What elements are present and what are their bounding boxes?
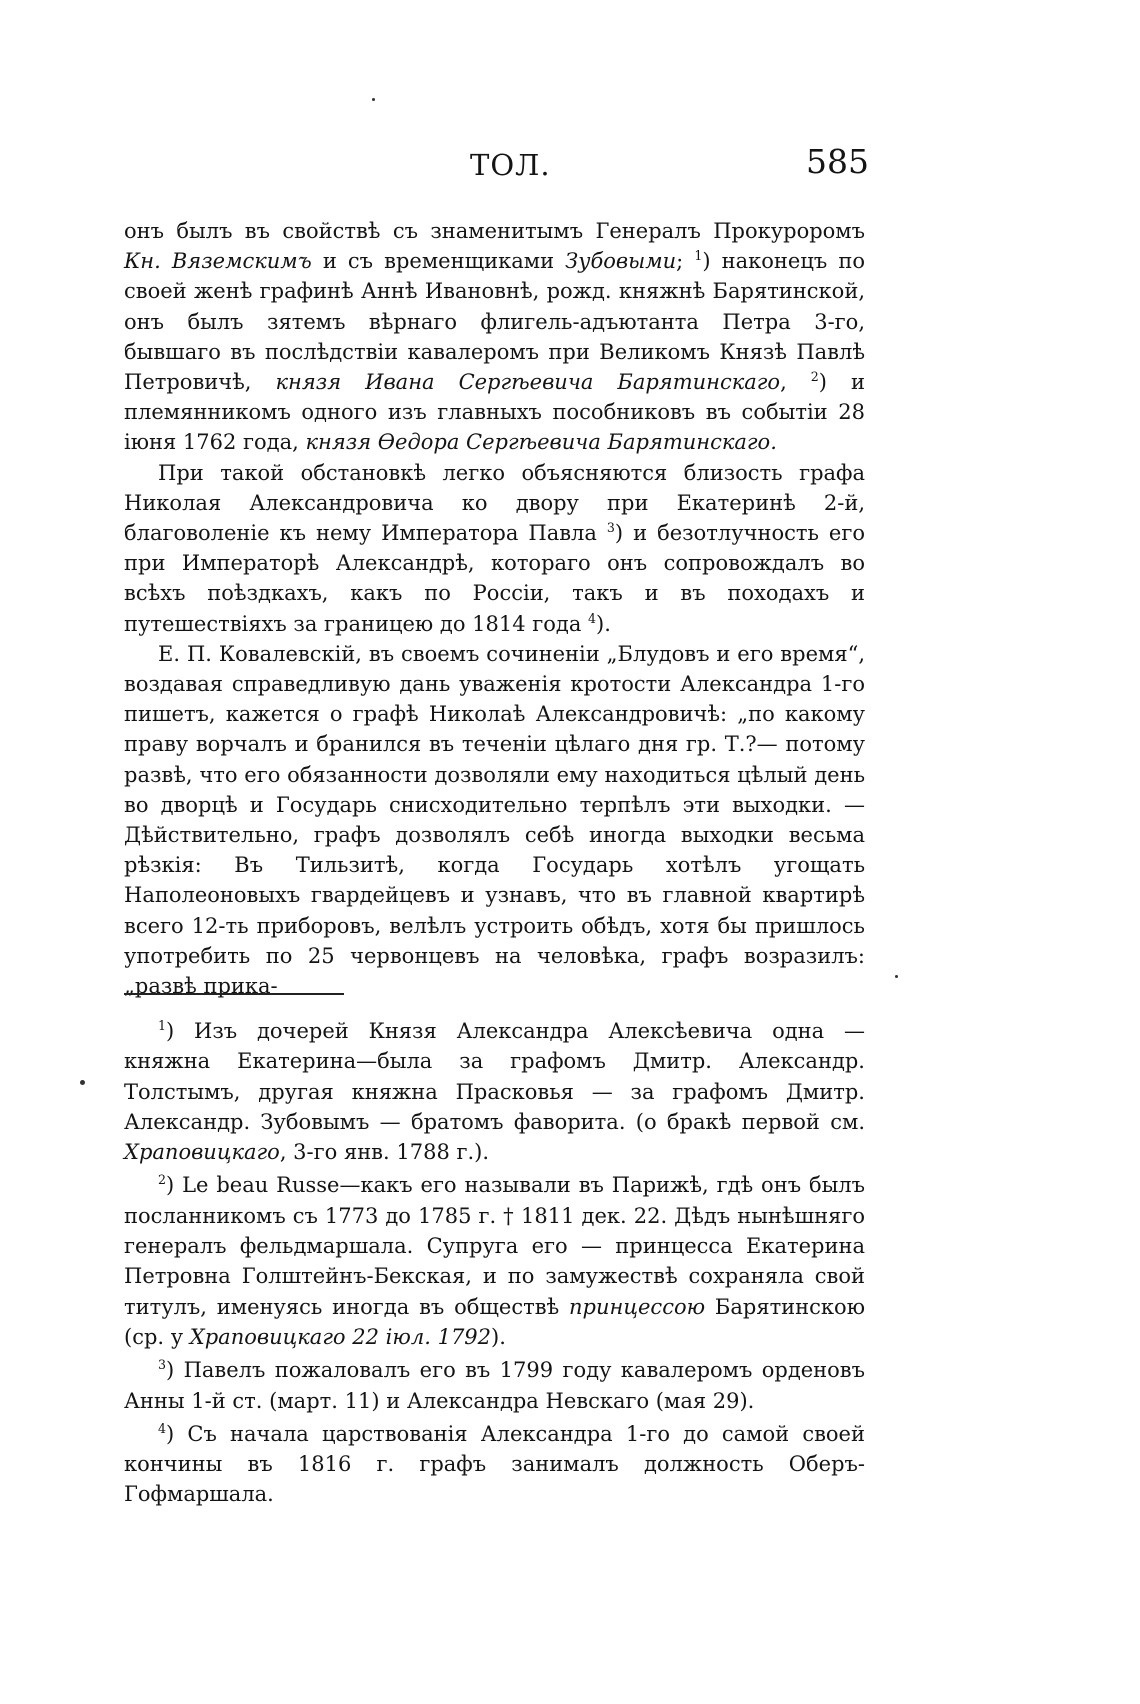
footnote-1: $^1$) Изъ дочерей Князя Александра Алексѣевича одна — княжна Екатерина—была за графомъ Дмитр. Александр. Толстымъ, другая княжна Прасковья — за графомъ Дмитр. Александр. Зубовымъ — братомъ фаворита. (о бракѣ первой см. Храповицкаго, 3-го янв. 1788 г.). [124, 1018, 865, 1165]
paragraph-1: онъ былъ въ свойствѣ съ знаменитымъ Генералъ Прокуроромъ Кн. Вяземскимъ и съ временщиками Зубовыми; $^1$) наконецъ по своей женѣ графинѣ Аннѣ Ивановнѣ, рожд. княжнѣ Барятинской, онъ былъ зятемъ вѣрнаго флигель-адъютанта Петра 3-го, бывшаго въ послѣдствіи кавалеромъ при Великомъ Князѣ Павлѣ Петровичѣ, князя Ивана Сергѣевича Барятинскаго, $^2$) и племянникомъ одного изъ главныхъ пособниковъ въ событіи 28 іюня 1762 года, князя Өедора Сергѣевича Барятинскаго. [124, 219, 865, 455]
running-head: ТОЛ. [470, 148, 551, 182]
footnote-divider [124, 993, 344, 995]
scan-speck [372, 98, 375, 101]
page-number: 585 [806, 142, 869, 181]
scan-speck [80, 1080, 85, 1085]
paragraph-3: Е. П. Ковалевскій, въ своемъ сочиненіи „Блудовъ и его время“, воздавая справедливую дань уваженія кротости Александра 1-го пишетъ, кажется о графѣ Николаѣ Александровичѣ: „по какому праву ворчалъ и бранился въ теченіи цѣлаго дня гр. Т.?— потому развѣ, что его обязанности дозволяли ему находиться цѣлый день во дворцѣ и Государь снисходительно терпѣлъ эти выходки. — Дѣйствительно, графъ дозволялъ себѣ иногда выходки весьма рѣзкія: Въ Тильзитѣ, когда Государь хотѣлъ угощать Наполеоновыхъ гвардейцевъ и узнавъ, что въ главной квартирѣ всего 12-ть приборовъ, велѣлъ устроить обѣдъ, хотя бы пришлось употребить по 25 червонцевъ на человѣка, графъ возразилъ: „развѣ прика- [124, 641, 865, 999]
footnote-ref-2[interactable]: 2 [810, 369, 819, 385]
footnotes [124, 1016, 865, 1513]
paragraph-2: При такой обстановкѣ легко объясняются близость графа Николая Александровича ко двору при Екатеринѣ 2-й, благоволеніе къ нему Императора Павла $^3$) и безотлучность его при Императорѣ Александрѣ, котораго онъ сопровождалъ во всѣхъ поѣздкахъ, какъ по Россіи, такъ и въ походахъ и путешествіяхъ за границею до 1814 года $^4$). [124, 460, 865, 636]
footnote-ref-4[interactable]: 4 [588, 610, 597, 626]
footnote-3: $^3$) Павелъ пожаловалъ его въ 1799 году кавалеромъ орденовъ Анны 1-й ст. (март. 11) и Александра Невскаго (мая 29). [124, 1357, 865, 1413]
footnote-ref-3[interactable]: 3 [606, 520, 615, 536]
footnote-4: $^4$) Съ начала царствованія Александра 1-го до самой своей кончины въ 1816 г. графъ занималъ должность Оберъ-Гофмаршала. [124, 1420, 865, 1507]
main-text [124, 216, 865, 1001]
footnote-2: $^2$) Le beau Russe—какъ его называли въ Парижѣ, гдѣ онъ былъ посланникомъ съ 1773 до 1785 г. † 1811 дек. 22. Дѣдъ нынѣшняго генералъ фельдмаршала. Супруга его — принцесса Екатерина Петровна Голштейнъ-Бекская, и по замужествѣ сохраняла свой титулъ, именуясь иногда въ обществѣ принцессою Барятинскою (ср. у Храповицкаго 22 іюл. 1792). [124, 1172, 865, 1349]
scan-speck [895, 975, 898, 978]
footnote-ref-1[interactable]: 1 [694, 248, 703, 264]
